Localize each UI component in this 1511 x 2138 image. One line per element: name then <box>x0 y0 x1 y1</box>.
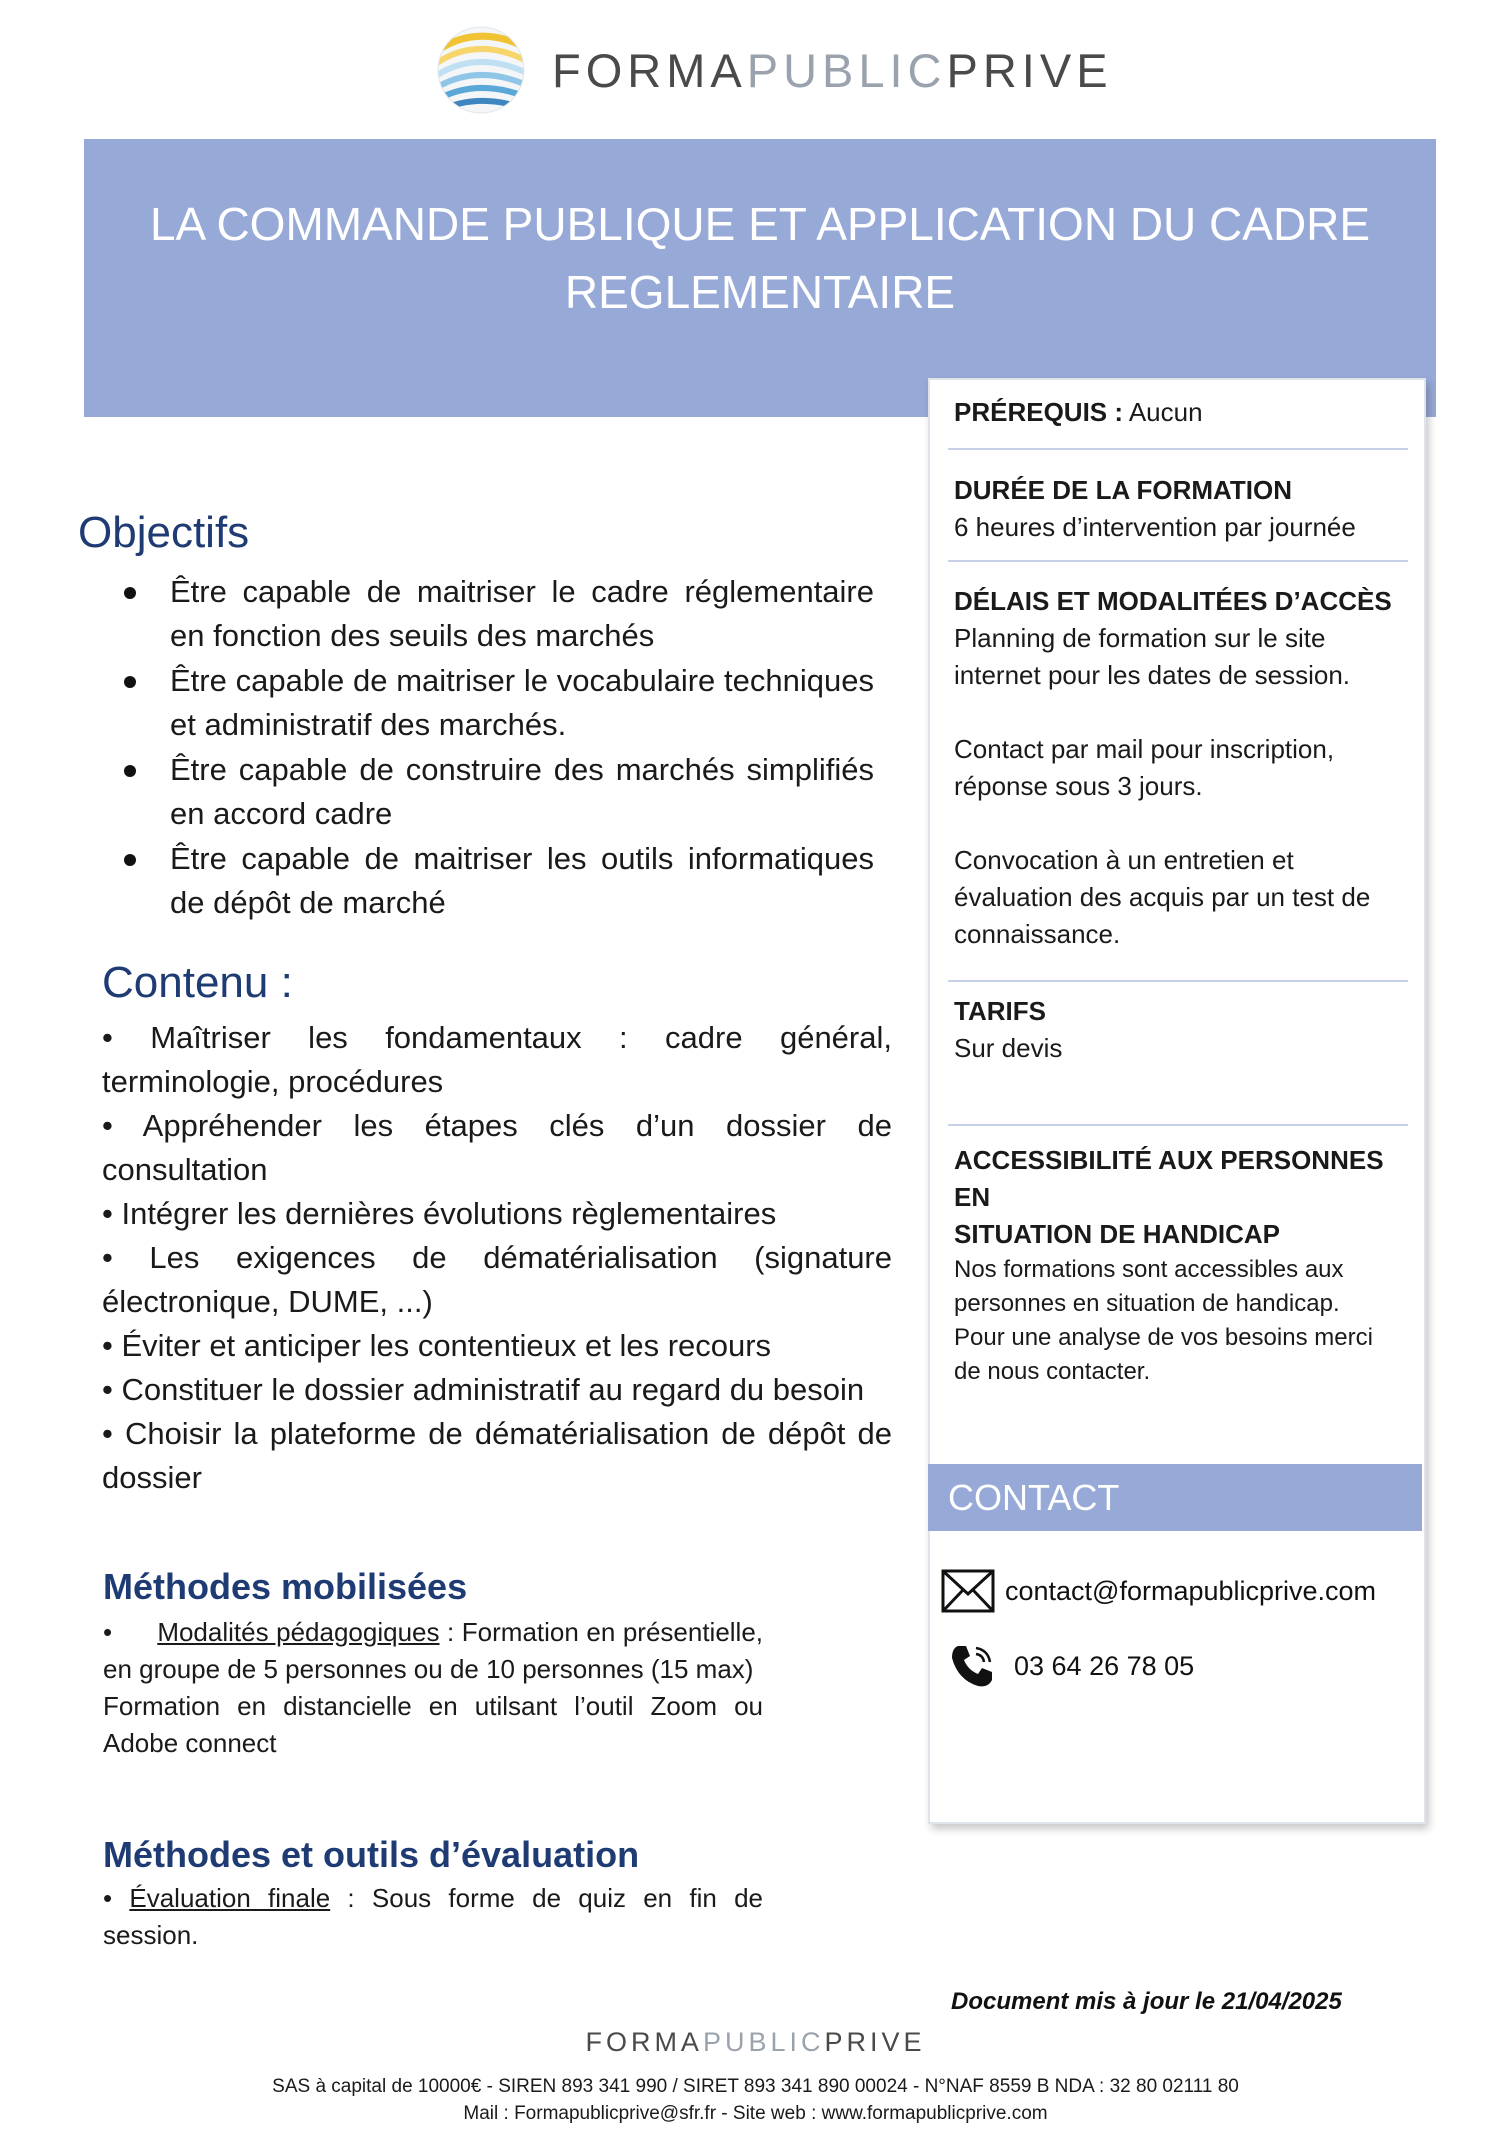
accessibility-block: ACCESSIBILITÉ AUX PERSONNES EN SITUATION DE HANDICAP Nos formations sont accessibles aux personnes en situation de handicap. Pour une analyse de vos besoins merci de nous contacter. <box>954 1145 1384 1385</box>
delais-block: DÉLAIS ET MODALITÉES D’ACCÈS Planning de formation sur le site internet pour les dates de session. Contact par mail pour inscription, réponse sous 3 jours. Convocation à un entretien et évaluation des acquis par un test de connaissance. <box>954 586 1392 949</box>
list-item: • Maîtriser les fondamentaux : cadre général, terminologie, procédures <box>102 1020 892 1099</box>
globe-logo-icon <box>436 25 526 115</box>
header-logo <box>436 22 1113 118</box>
list-item: • Appréhender les étapes clés d’un dossier de consultation <box>102 1108 892 1187</box>
modalites-label: Modalités pédagogiques <box>157 1617 440 1647</box>
contenu-list <box>102 1016 892 1500</box>
email-row[interactable] <box>941 1568 1376 1614</box>
contact-heading: CONTACT <box>928 1464 1422 1531</box>
objectifs-list <box>124 570 874 926</box>
duree-block: DURÉE DE LA FORMATION 6 heures d’intervention par journée <box>954 475 1356 542</box>
tarifs-block: TARIFS Sur devis <box>954 996 1063 1063</box>
brand-name: FORMAPUBLICPRIVE <box>552 43 1113 97</box>
contact-phone[interactable]: 03 64 26 78 05 <box>1014 1650 1195 1681</box>
prerequis-block: PRÉREQUIS : Aucun <box>954 397 1203 427</box>
divider <box>948 560 1408 562</box>
contenu-heading: Contenu : <box>102 958 293 1007</box>
envelope-icon <box>941 1568 995 1614</box>
list-item: • Choisir la plateforme de dématérialisation de dépôt de dossier <box>102 1416 892 1495</box>
list-item: Être capable de maitriser le vocabulaire techniques et administratif des marchés. <box>124 659 874 747</box>
divider <box>948 980 1408 982</box>
list-item: Être capable de construire des marchés simplifiés en accord cadre <box>124 748 874 836</box>
footer-logo: FORMAPUBLICPRIVE <box>585 2027 926 2057</box>
list-item: Être capable de maitriser le cadre réglementaire en fonction des seuils des marchés <box>124 570 874 658</box>
methodes-heading: Méthodes mobilisées <box>103 1566 468 1607</box>
list-item: • Intégrer les dernières évolutions règlementaires <box>102 1196 777 1231</box>
phone-row[interactable] <box>948 1642 1194 1690</box>
bullet-icon <box>124 676 136 688</box>
objectifs-heading: Objectifs <box>78 508 250 557</box>
methodes-paragraph: • Modalités pédagogiques : Formation en présentielle, en groupe de 5 personnes ou de 10 personnes (15 max) <box>103 1617 764 1684</box>
evaluation-body: • Évaluation finale : Sous forme de quiz en fin de session. <box>103 1883 764 1950</box>
bullet-icon <box>124 765 136 777</box>
contact-email[interactable]: contact@formapublicprive.com <box>1005 1575 1377 1606</box>
footer-legal: SAS à capital de 10000€ - SIREN 893 341 990 / SIRET 893 341 890 00024 - N°NAF 8559 B NDA : 32 80 02111 80 <box>272 2076 1239 2097</box>
list-item: • Les exigences de dématérialisation (signature électronique, DUME, ...) <box>102 1240 892 1319</box>
evaluation-label: Évaluation finale <box>129 1883 331 1913</box>
phone-icon <box>948 1642 996 1690</box>
bullet-icon <box>124 587 136 599</box>
update-date: Document mis à jour le 21/04/2025 <box>951 1988 1342 2015</box>
divider <box>948 448 1408 450</box>
footer-contact: Mail : Formapublicprive@sfr.fr - Site web : www.formapublicprive.com <box>463 2103 1048 2124</box>
page-title: LA COMMANDE PUBLIQUE ET APPLICATION DU CADRE REGLEMENTAIRE <box>149 198 1371 318</box>
methodes-body <box>103 1614 763 1762</box>
evaluation-heading: Méthodes et outils d’évaluation <box>103 1834 640 1875</box>
bullet-icon <box>124 854 136 866</box>
list-item: • Éviter et anticiper les contentieux et les recours <box>102 1328 772 1363</box>
list-item: Être capable de maitriser les outils informatiques de dépôt de marché <box>124 837 874 925</box>
methodes-paragraph: Formation en distancielle en utilsant l’outil Zoom ou Adobe connect <box>103 1691 763 1758</box>
list-item: • Constituer le dossier administratif au regard du besoin <box>102 1372 865 1407</box>
divider <box>948 1124 1408 1126</box>
